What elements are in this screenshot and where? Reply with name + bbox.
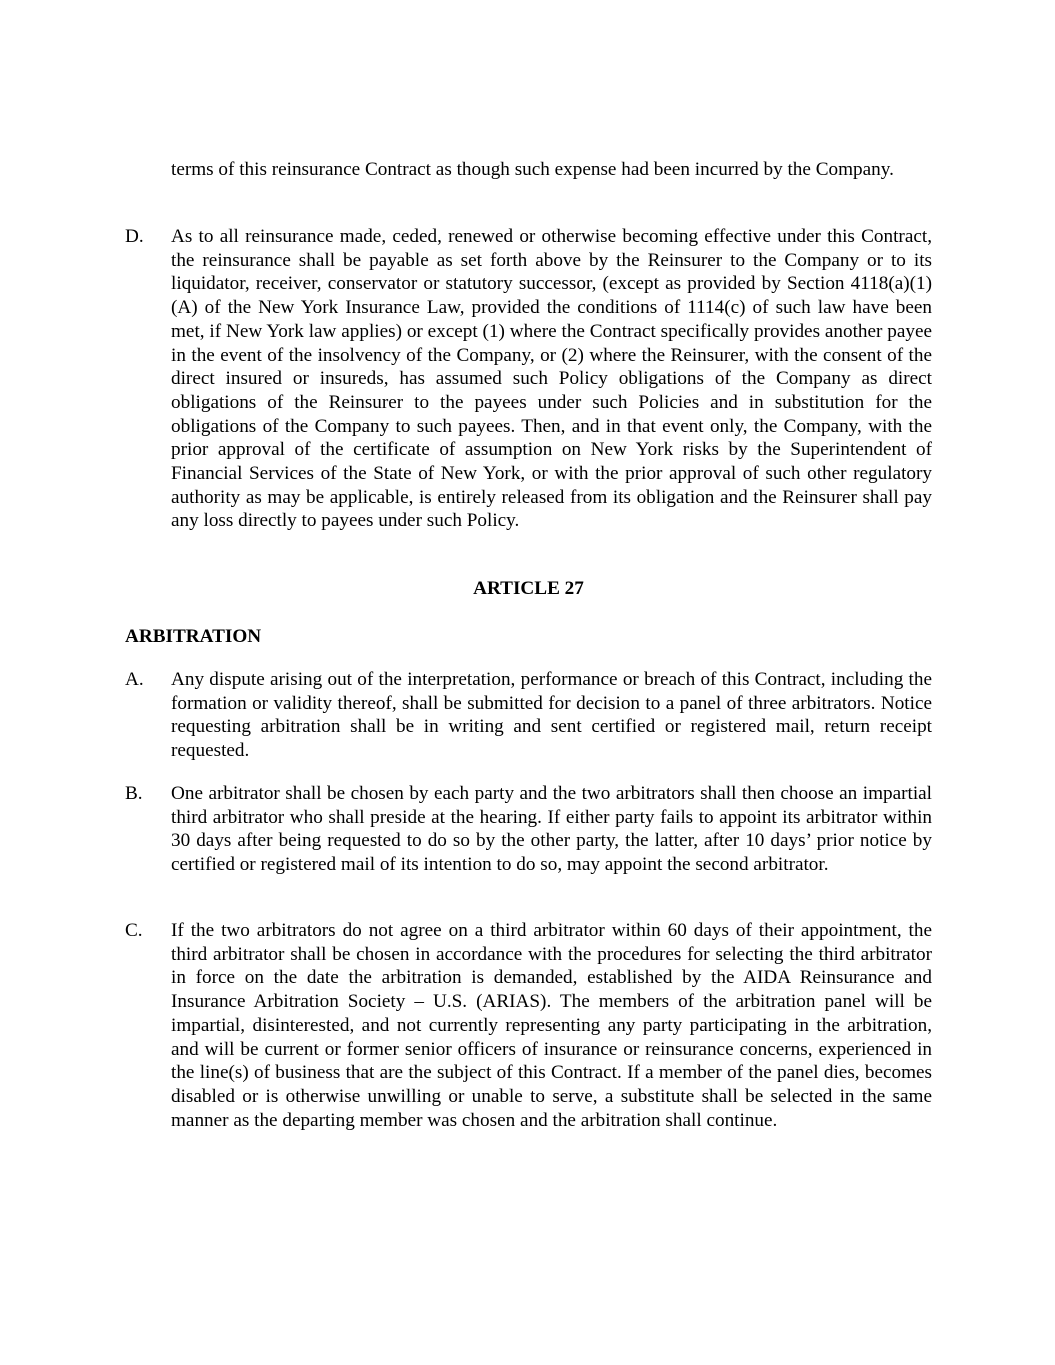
continuation-paragraph: terms of this reinsurance Contract as though such expense had been incurred by the Company. [171, 159, 894, 180]
arbitration-item-c [125, 919, 932, 1132]
section-title: ARBITRATION [125, 626, 262, 647]
article-heading: ARTICLE 27 [473, 578, 584, 599]
item-text: If the two arbitrators do not agree on a third arbitrator within 60 days of their appointment, the third arbitrator shall be chosen in accordance with the procedures for selecting the third arbitrator in force on the date the arbitration is demanded, established by the AIDA Reinsurance and Insurance Arbitration Society – U.S. (ARIAS). The members of the arbitration panel will be impartial, disinterested, and not currently representing any party participating in the arbitration, and will be current or former senior officers of insurance or reinsurance concerns, experienced in the line(s) of business that are the subject of this Contract. If a member of the panel dies, becomes disabled or is otherwise unwilling or unable to serve, a substitute shall be selected in the same manner as the departing member was chosen and the arbitration shall continue. [171, 920, 932, 1131]
item-text: One arbitrator shall be chosen by each party and the two arbitrators shall then choose an impartial third arbitrator who shall preside at the hearing. If either party fails to appoint its arbitrator within 30 days after being requested to do so by the other party, the latter, after 10 days’ prior notice by certified or registered mail of its intention to do so, may appoint the second arbitrator. [171, 783, 932, 876]
item-text: Any dispute arising out of the interpretation, performance or breach of this Contract, including the formation or validity thereof, shall be submitted for decision to a panel of three arbitrators. Notice requesting arbitration shall be in writing and sent certified or registered mail, return receipt requested. [171, 669, 932, 762]
arbitration-item-b [125, 782, 932, 877]
item-text: As to all reinsurance made, ceded, renewed or otherwise becoming effective under this Contract, the reinsurance shall be payable as set forth above by the Reinsurer to the Company or to its liquidator, receiver, conservator or statutory successor, (except as provided by Section 4118(a)(1)(A) of the New York Insurance Law, provided the conditions of 1114(c) of such law have been met, if New York law applies) or except (1) where the Contract specifically provides another payee in the event of the insolvency of the Company, or (2) where the Reinsurer, with the consent of the direct insured or insureds, has assumed such Policy obligations of the Company as direct obligations of the Reinsurer to the payees under such Policies and in substitution for the obligations of the Company to such payees. Then, and in that event only, the Company, with the prior approval of the certificate of assumption on New York risks by the Superintendent of Financial Services of the State of New York, or with the prior approval of such other regulatory authority as may be applicable, is entirely released from its obligation and the Reinsurer shall pay any loss directly to payees under such Policy. [171, 226, 932, 532]
item-label: C. [125, 920, 143, 941]
arbitration-item-a [125, 668, 932, 763]
item-label: B. [125, 783, 143, 804]
item-label: D. [125, 226, 144, 247]
insolvency-item-d [125, 225, 932, 533]
item-label: A. [125, 669, 144, 690]
